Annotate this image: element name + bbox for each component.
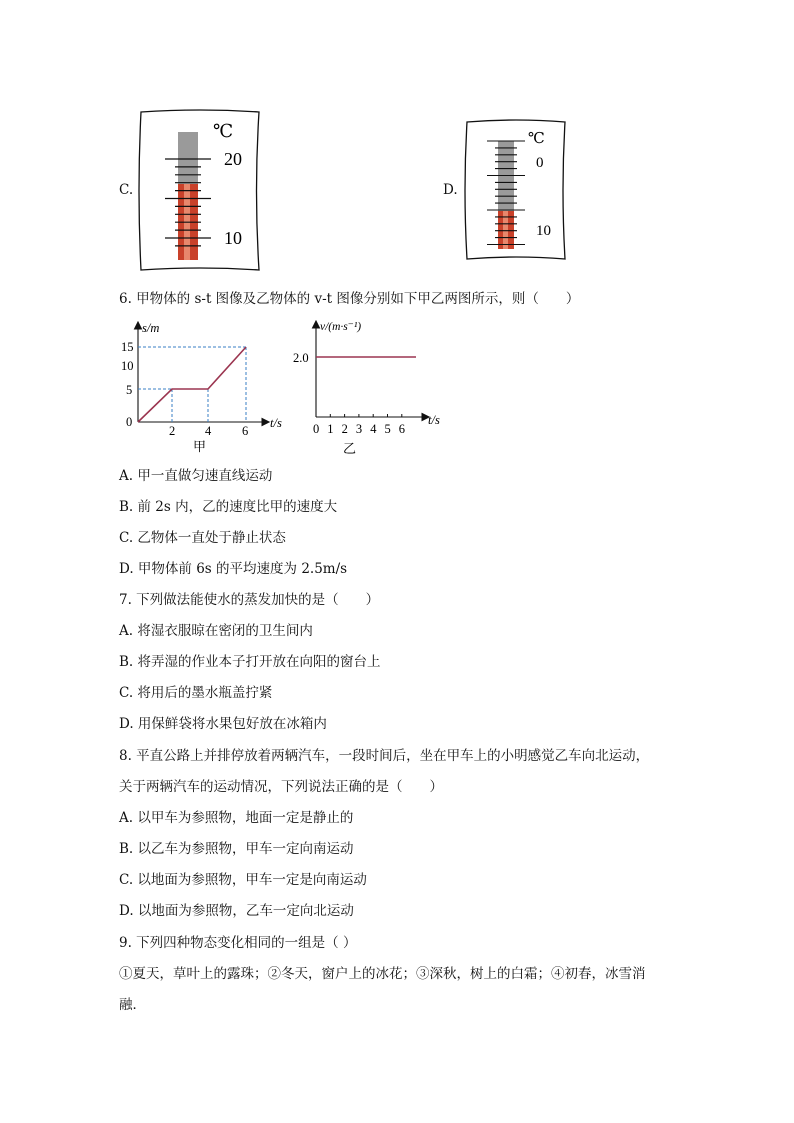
graph-jia-ytick-5: 5 xyxy=(126,383,133,397)
q7-option-d[interactable]: D. 用保鲜袋将水果包好放在冰箱内 xyxy=(119,716,327,732)
graph-yi-caption: 乙 xyxy=(343,441,357,456)
graph-jia xyxy=(118,318,298,458)
graph-yi-xtick: 3 xyxy=(355,422,363,436)
thermometer-c-tick-lower: 10 xyxy=(224,228,242,248)
graph-jia-xtick-6: 6 xyxy=(242,424,249,438)
graph-yi-xtick: 2 xyxy=(341,422,348,436)
graph-yi-xtick: 4 xyxy=(370,422,377,436)
q7-stem: 7. 下列做法能使水的蒸发加快的是（ ） xyxy=(119,592,380,608)
graph-jia-xtick-2: 2 xyxy=(169,424,176,438)
graph-jia-ytick-0: 0 xyxy=(126,415,133,429)
thermometer-d-tick-lower: 10 xyxy=(536,223,551,239)
q7-option-c[interactable]: C. 将用后的墨水瓶盖拧紧 xyxy=(119,685,273,701)
q9-stem: 9. 下列四种物态变化相同的一组是（ ） xyxy=(119,935,357,951)
graph-jia-xtick-4: 4 xyxy=(205,424,212,438)
q8-option-a[interactable]: A. 以甲车为参照物，地面一定是静止的 xyxy=(119,810,354,826)
q9-body-line1: ①夏天，草叶上的露珠；②冬天，窗户上的冰花；③深秋，树上的白霜；④初春，冰雪消 xyxy=(119,966,646,982)
thermometer-d-unit: ℃ xyxy=(528,131,545,147)
thermometer-d-tick-upper: 0 xyxy=(536,155,544,171)
q7-option-a[interactable]: A. 将湿衣服晾在密闭的卫生间内 xyxy=(119,623,313,639)
graph-yi-xtick: 0 xyxy=(313,422,320,436)
graph-jia-xlabel: t/s xyxy=(270,416,282,430)
graph-jia-line xyxy=(138,347,246,422)
graph-jia-caption: 甲 xyxy=(193,439,207,454)
q8-option-d[interactable]: D. 以地面为参照物，乙车一定向北运动 xyxy=(119,903,354,919)
q6-stem: 6. 甲物体的 s-t 图像及乙物体的 v-t 图像分别如下甲乙两图所示，则（ ） xyxy=(119,291,580,307)
graph-jia-ytick-15: 15 xyxy=(121,340,134,354)
q7-option-b[interactable]: B. 将弄湿的作业本子打开放在向阳的窗台上 xyxy=(119,654,381,670)
option-d-label: D. xyxy=(443,182,458,198)
graph-yi-xlabel: t/s xyxy=(428,413,440,427)
thermometer-c-unit: ℃ xyxy=(213,121,234,141)
thermometer-c-figure xyxy=(138,109,262,273)
graph-yi-xtick: 1 xyxy=(327,422,334,436)
q6-option-c[interactable]: C. 乙物体一直处于静止状态 xyxy=(119,530,286,546)
graph-jia-ylabel: s/m xyxy=(142,321,160,335)
q6-option-b[interactable]: B. 前 2s 内，乙的速度比甲的速度大 xyxy=(119,499,338,515)
q8-option-c[interactable]: C. 以地面为参照物，甲车一定是向南运动 xyxy=(119,872,367,888)
option-c-label: C. xyxy=(119,182,134,198)
graph-yi-xtick: 5 xyxy=(384,422,391,436)
q8-option-b[interactable]: B. 以乙车为参照物，甲车一定向南运动 xyxy=(119,841,354,857)
q8-stem-line1: 8. 平直公路上并排停放着两辆汽车，一段时间后，坐在甲车上的小明感觉乙车向北运动， xyxy=(119,748,650,764)
q6-option-a[interactable]: A. 甲一直做匀速直线运动 xyxy=(119,468,273,484)
q6-option-d[interactable]: D. 甲物体前 6s 的平均速度为 2.5m/s xyxy=(119,561,348,577)
q8-stem-line2: 关于两辆汽车的运动情况，下列说法正确的是（ ） xyxy=(119,779,443,795)
graph-yi-ylabel: v/(m·s⁻¹) xyxy=(320,321,362,333)
graph-yi-yvalue: 2.0 xyxy=(293,351,309,365)
graph-jia-ytick-10: 10 xyxy=(121,359,134,373)
thermometer-d-figure xyxy=(464,119,568,262)
graph-yi xyxy=(290,316,450,456)
q9-body-line2: 融． xyxy=(119,997,146,1013)
thermometer-c-tick-upper: 20 xyxy=(224,149,242,169)
graph-yi-xtick: 6 xyxy=(398,422,406,436)
